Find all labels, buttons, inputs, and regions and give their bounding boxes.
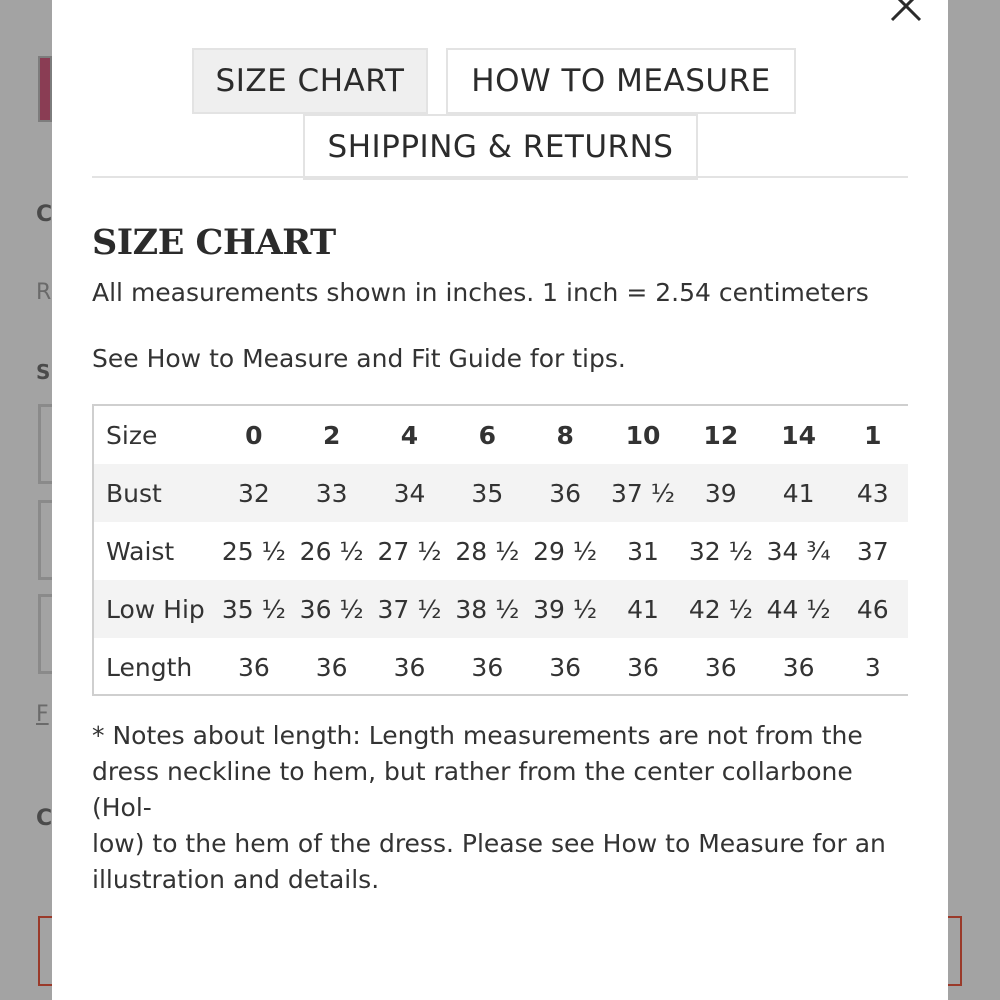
table-cell: 39 bbox=[704, 478, 737, 508]
size-chart-modal bbox=[52, 0, 948, 1000]
tab-size-chart[interactable]: SIZE CHART bbox=[192, 48, 428, 114]
row-label: Waist bbox=[106, 536, 175, 566]
table-cell: 35 bbox=[471, 478, 504, 508]
table-cell: 29 ½ bbox=[533, 536, 598, 566]
background-right-strip bbox=[948, 0, 1000, 1000]
table-cell: 35 ½ bbox=[221, 594, 286, 624]
background-fragment: R bbox=[36, 280, 52, 305]
table-cell: 36 ½ bbox=[299, 594, 364, 624]
table-cell: 36 bbox=[549, 652, 582, 682]
table-cell: 37 ½ bbox=[610, 478, 675, 508]
background-red-box bbox=[38, 916, 52, 986]
background-box bbox=[38, 500, 52, 580]
table-cell: 36 bbox=[704, 652, 737, 682]
background-color-swatch bbox=[38, 56, 52, 122]
notes-line: illustration and details. bbox=[92, 865, 380, 894]
table-cell: 27 ½ bbox=[377, 536, 442, 566]
table-cell: 38 ½ bbox=[455, 594, 520, 624]
fit-tip: See How to Measure and Fit Guide for tips. bbox=[92, 344, 626, 373]
length-notes bbox=[92, 718, 912, 898]
measurement-note: All measurements shown in inches. 1 inch = 2.54 centimeters bbox=[92, 278, 869, 307]
table-cell: 36 bbox=[315, 652, 348, 682]
background-fragment: C bbox=[36, 202, 53, 227]
table-row bbox=[94, 638, 908, 696]
size-cell: 4 bbox=[400, 420, 419, 450]
table-cell: 25 ½ bbox=[221, 536, 286, 566]
background-box bbox=[38, 404, 52, 484]
row-label: Bust bbox=[106, 478, 162, 508]
table-cell: 37 bbox=[856, 536, 889, 566]
notes-line: * Notes about length: Length measurements are not from the bbox=[92, 721, 863, 750]
size-cell: 0 bbox=[245, 420, 263, 450]
table-header-row bbox=[94, 406, 908, 464]
table-cell: 46 bbox=[856, 594, 889, 624]
size-cell: 1 bbox=[864, 420, 882, 450]
table-cell: 41 bbox=[782, 478, 815, 508]
table-cell: 32 ½ bbox=[688, 536, 753, 566]
table-cell: 33 bbox=[315, 478, 348, 508]
close-button[interactable] bbox=[886, 0, 926, 26]
size-cell: 14 bbox=[781, 420, 817, 450]
background-fragment: F bbox=[36, 702, 49, 727]
table-cell: 42 ½ bbox=[688, 594, 753, 624]
table-cell: 41 bbox=[627, 594, 659, 624]
close-icon bbox=[886, 0, 926, 26]
notes-line: dress neckline to hem, but rather from the center collarbone (Hol- bbox=[92, 757, 853, 822]
table-cell: 28 ½ bbox=[455, 536, 520, 566]
table-cell: 36 bbox=[471, 652, 504, 682]
table-row bbox=[94, 580, 908, 638]
background-red-box bbox=[948, 916, 962, 986]
table-row bbox=[94, 464, 908, 522]
table-cell: 36 bbox=[393, 652, 426, 682]
table-cell: 34 bbox=[393, 478, 426, 508]
background-box bbox=[38, 594, 52, 674]
size-cell: 8 bbox=[556, 420, 574, 450]
tab-shipping-returns[interactable]: SHIPPING & RETURNS bbox=[303, 114, 698, 180]
table-cell: 36 bbox=[237, 652, 270, 682]
table-cell: 39 ½ bbox=[533, 594, 598, 624]
size-cell: 2 bbox=[322, 420, 341, 450]
table-cell: 26 ½ bbox=[299, 536, 364, 566]
section-title: SIZE CHART bbox=[92, 222, 336, 263]
size-table bbox=[94, 406, 908, 696]
size-cell: 10 bbox=[625, 420, 661, 450]
tab-how-to-measure[interactable]: HOW TO MEASURE bbox=[446, 48, 796, 114]
table-cell: 32 bbox=[237, 478, 270, 508]
table-cell: 37 ½ bbox=[377, 594, 442, 624]
tabs-divider bbox=[92, 176, 908, 178]
table-cell: 3 bbox=[864, 652, 881, 682]
header-label: Size bbox=[106, 420, 158, 450]
row-label: Low Hip bbox=[106, 594, 205, 624]
table-cell: 31 bbox=[627, 536, 659, 566]
background-fragment: S bbox=[36, 360, 51, 384]
size-cell: 12 bbox=[703, 420, 739, 450]
table-cell: 44 ½ bbox=[766, 594, 831, 624]
row-label: Length bbox=[106, 652, 193, 682]
table-cell: 34 ¾ bbox=[766, 536, 831, 566]
table-cell: 36 bbox=[782, 652, 815, 682]
table-cell: 36 bbox=[627, 652, 659, 682]
notes-line: low) to the hem of the dress. Please see How to Measure for an bbox=[92, 829, 886, 858]
background-fragment: C bbox=[36, 806, 53, 831]
table-cell: 36 bbox=[549, 478, 582, 508]
size-cell: 6 bbox=[478, 420, 497, 450]
size-table-container[interactable] bbox=[92, 404, 908, 696]
table-row bbox=[94, 522, 908, 580]
table-cell: 43 bbox=[856, 478, 889, 508]
